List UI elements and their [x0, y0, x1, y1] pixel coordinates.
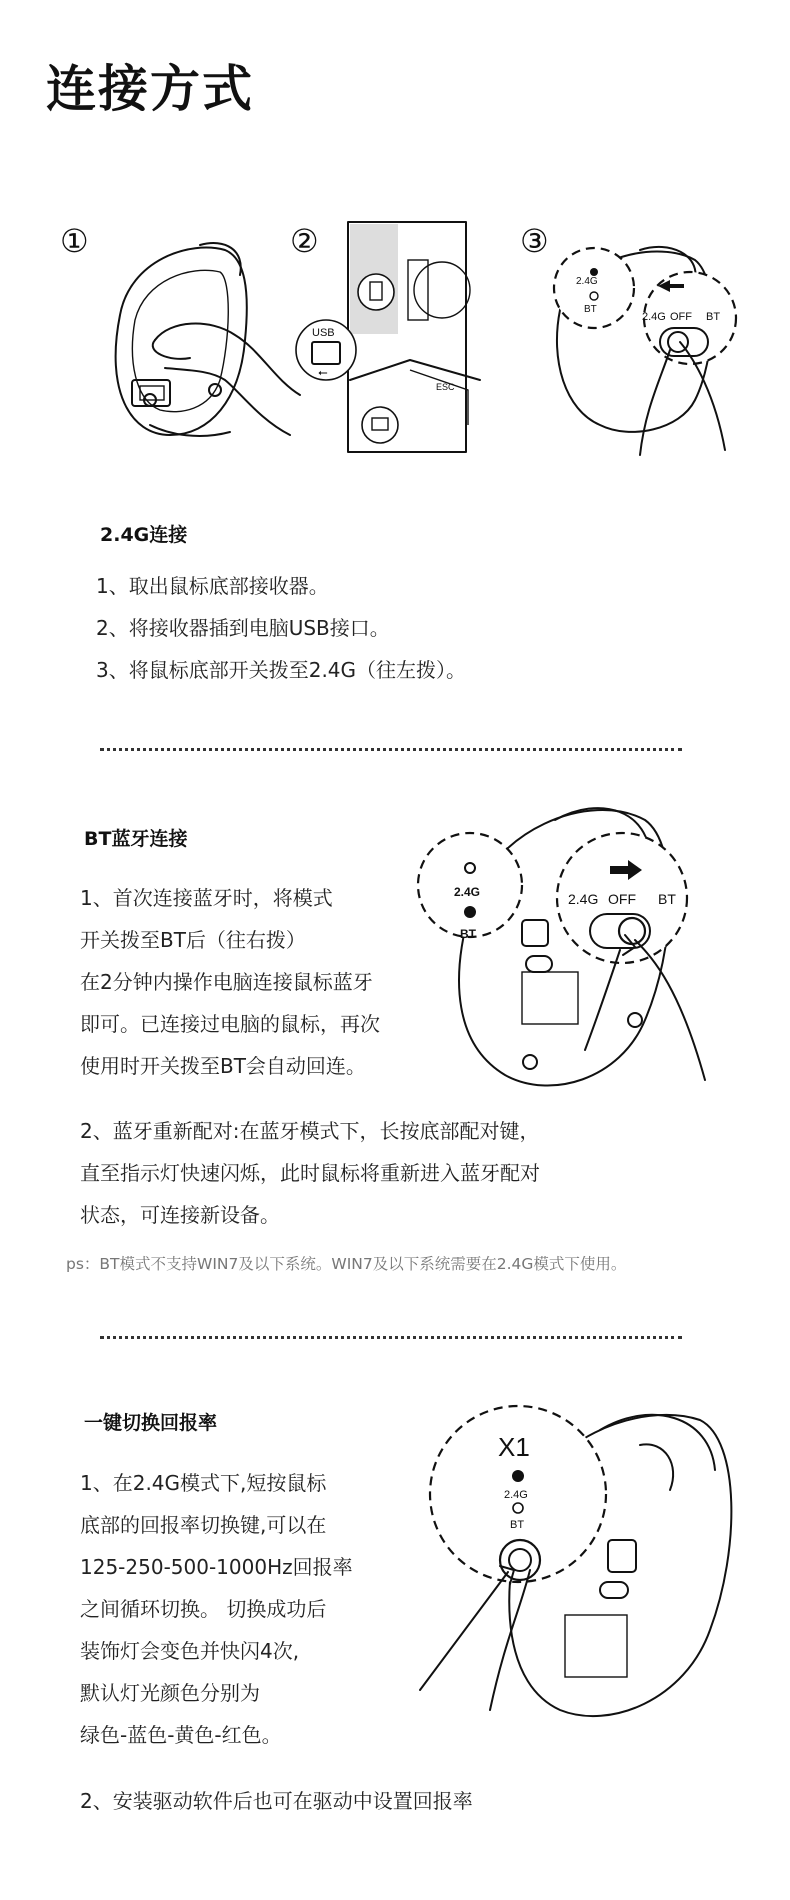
- usb-label: USB: [312, 327, 335, 339]
- svg-text:OFF: OFF: [670, 311, 692, 323]
- rate-indicator-bt-label: BT: [510, 1519, 525, 1531]
- bt-switch-figure: [410, 790, 740, 1120]
- divider: [100, 1336, 682, 1339]
- step-3-figure: [520, 220, 750, 460]
- x1-label: X1: [498, 1432, 530, 1462]
- list-item: 125-250-500-1000Hz回报率: [80, 1555, 353, 1579]
- section-bt-heading: BT蓝牙连接: [84, 828, 188, 850]
- step-2-number: ②: [290, 223, 319, 259]
- list-item: 1、首次连接蓝牙时，将模式: [80, 886, 333, 910]
- list-item: 2、蓝牙重新配对:在蓝牙模式下，长按底部配对键，: [80, 1119, 540, 1143]
- section-bt-list-2: [80, 1110, 540, 1236]
- svg-text:⭠: ⭠: [318, 365, 328, 379]
- rate-indicator-24g-label: 2.4G: [504, 1489, 528, 1501]
- section-rate-list-1: [80, 1462, 353, 1756]
- esc-key-label: ESC: [436, 382, 455, 392]
- bt-indicator-24g-label: 2.4G: [454, 885, 481, 899]
- list-item: 即可。已连接过电脑的鼠标，再次: [80, 1012, 380, 1036]
- section-bt-list-1: [80, 877, 380, 1087]
- section-24g-heading: 2.4G连接: [100, 524, 188, 546]
- list-item: 装饰灯会变色并快闪4次,: [80, 1639, 300, 1663]
- ps-note: ps：BT模式不支持WIN7及以下系统。WIN7及以下系统需要在2.4G模式下使用。: [66, 1255, 627, 1273]
- divider: [100, 748, 682, 751]
- bt-indicator-bt-label: BT: [460, 927, 476, 941]
- svg-text:BT: BT: [706, 311, 721, 323]
- step-1-figure: [60, 220, 300, 460]
- list-item: 在2分钟内操作电脑连接鼠标蓝牙: [80, 970, 373, 994]
- list-item: 2、将接收器插到电脑USB接口。: [96, 616, 390, 640]
- svg-text:2.4G: 2.4G: [642, 311, 666, 323]
- list-item: 开关拨至BT后（往右拨）: [80, 928, 306, 952]
- svg-text:2.4G: 2.4G: [568, 891, 599, 907]
- list-item: 1、取出鼠标底部接收器。: [96, 574, 329, 598]
- list-item: 绿色-蓝色-黄色-红色。: [80, 1723, 282, 1747]
- page-title: 连接方式: [46, 60, 254, 118]
- list-item: 底部的回报率切换键,可以在: [80, 1513, 327, 1537]
- svg-text:BT: BT: [658, 891, 676, 907]
- list-item: 默认灯光颜色分别为: [80, 1681, 260, 1705]
- list-item: 直至指示灯快速闪烁，此时鼠标将重新进入蓝牙配对: [80, 1161, 540, 1185]
- step-3-number: ③: [520, 223, 549, 259]
- section-rate-heading: 一键切换回报率: [84, 1412, 218, 1434]
- section-24g-list: [96, 565, 466, 691]
- svg-text:OFF: OFF: [608, 891, 636, 907]
- indicator-24g-label: 2.4G: [576, 276, 598, 287]
- list-item: 1、在2.4G模式下,短按鼠标: [80, 1471, 327, 1495]
- section-rate-line-2: 2、安装驱动软件后也可在驱动中设置回报率: [80, 1789, 473, 1813]
- list-item: 之间循环切换。 切换成功后: [80, 1597, 327, 1621]
- list-item: 状态，可连接新设备。: [80, 1203, 280, 1227]
- step-1-number: ①: [60, 223, 89, 259]
- indicator-bt-label: BT: [584, 304, 597, 315]
- list-item: 使用时开关拨至BT会自动回连。: [80, 1054, 366, 1078]
- step-2-figure: [290, 220, 480, 460]
- report-rate-figure: [400, 1390, 760, 1740]
- list-item: 3、将鼠标底部开关拨至2.4G（往左拨）。: [96, 658, 467, 682]
